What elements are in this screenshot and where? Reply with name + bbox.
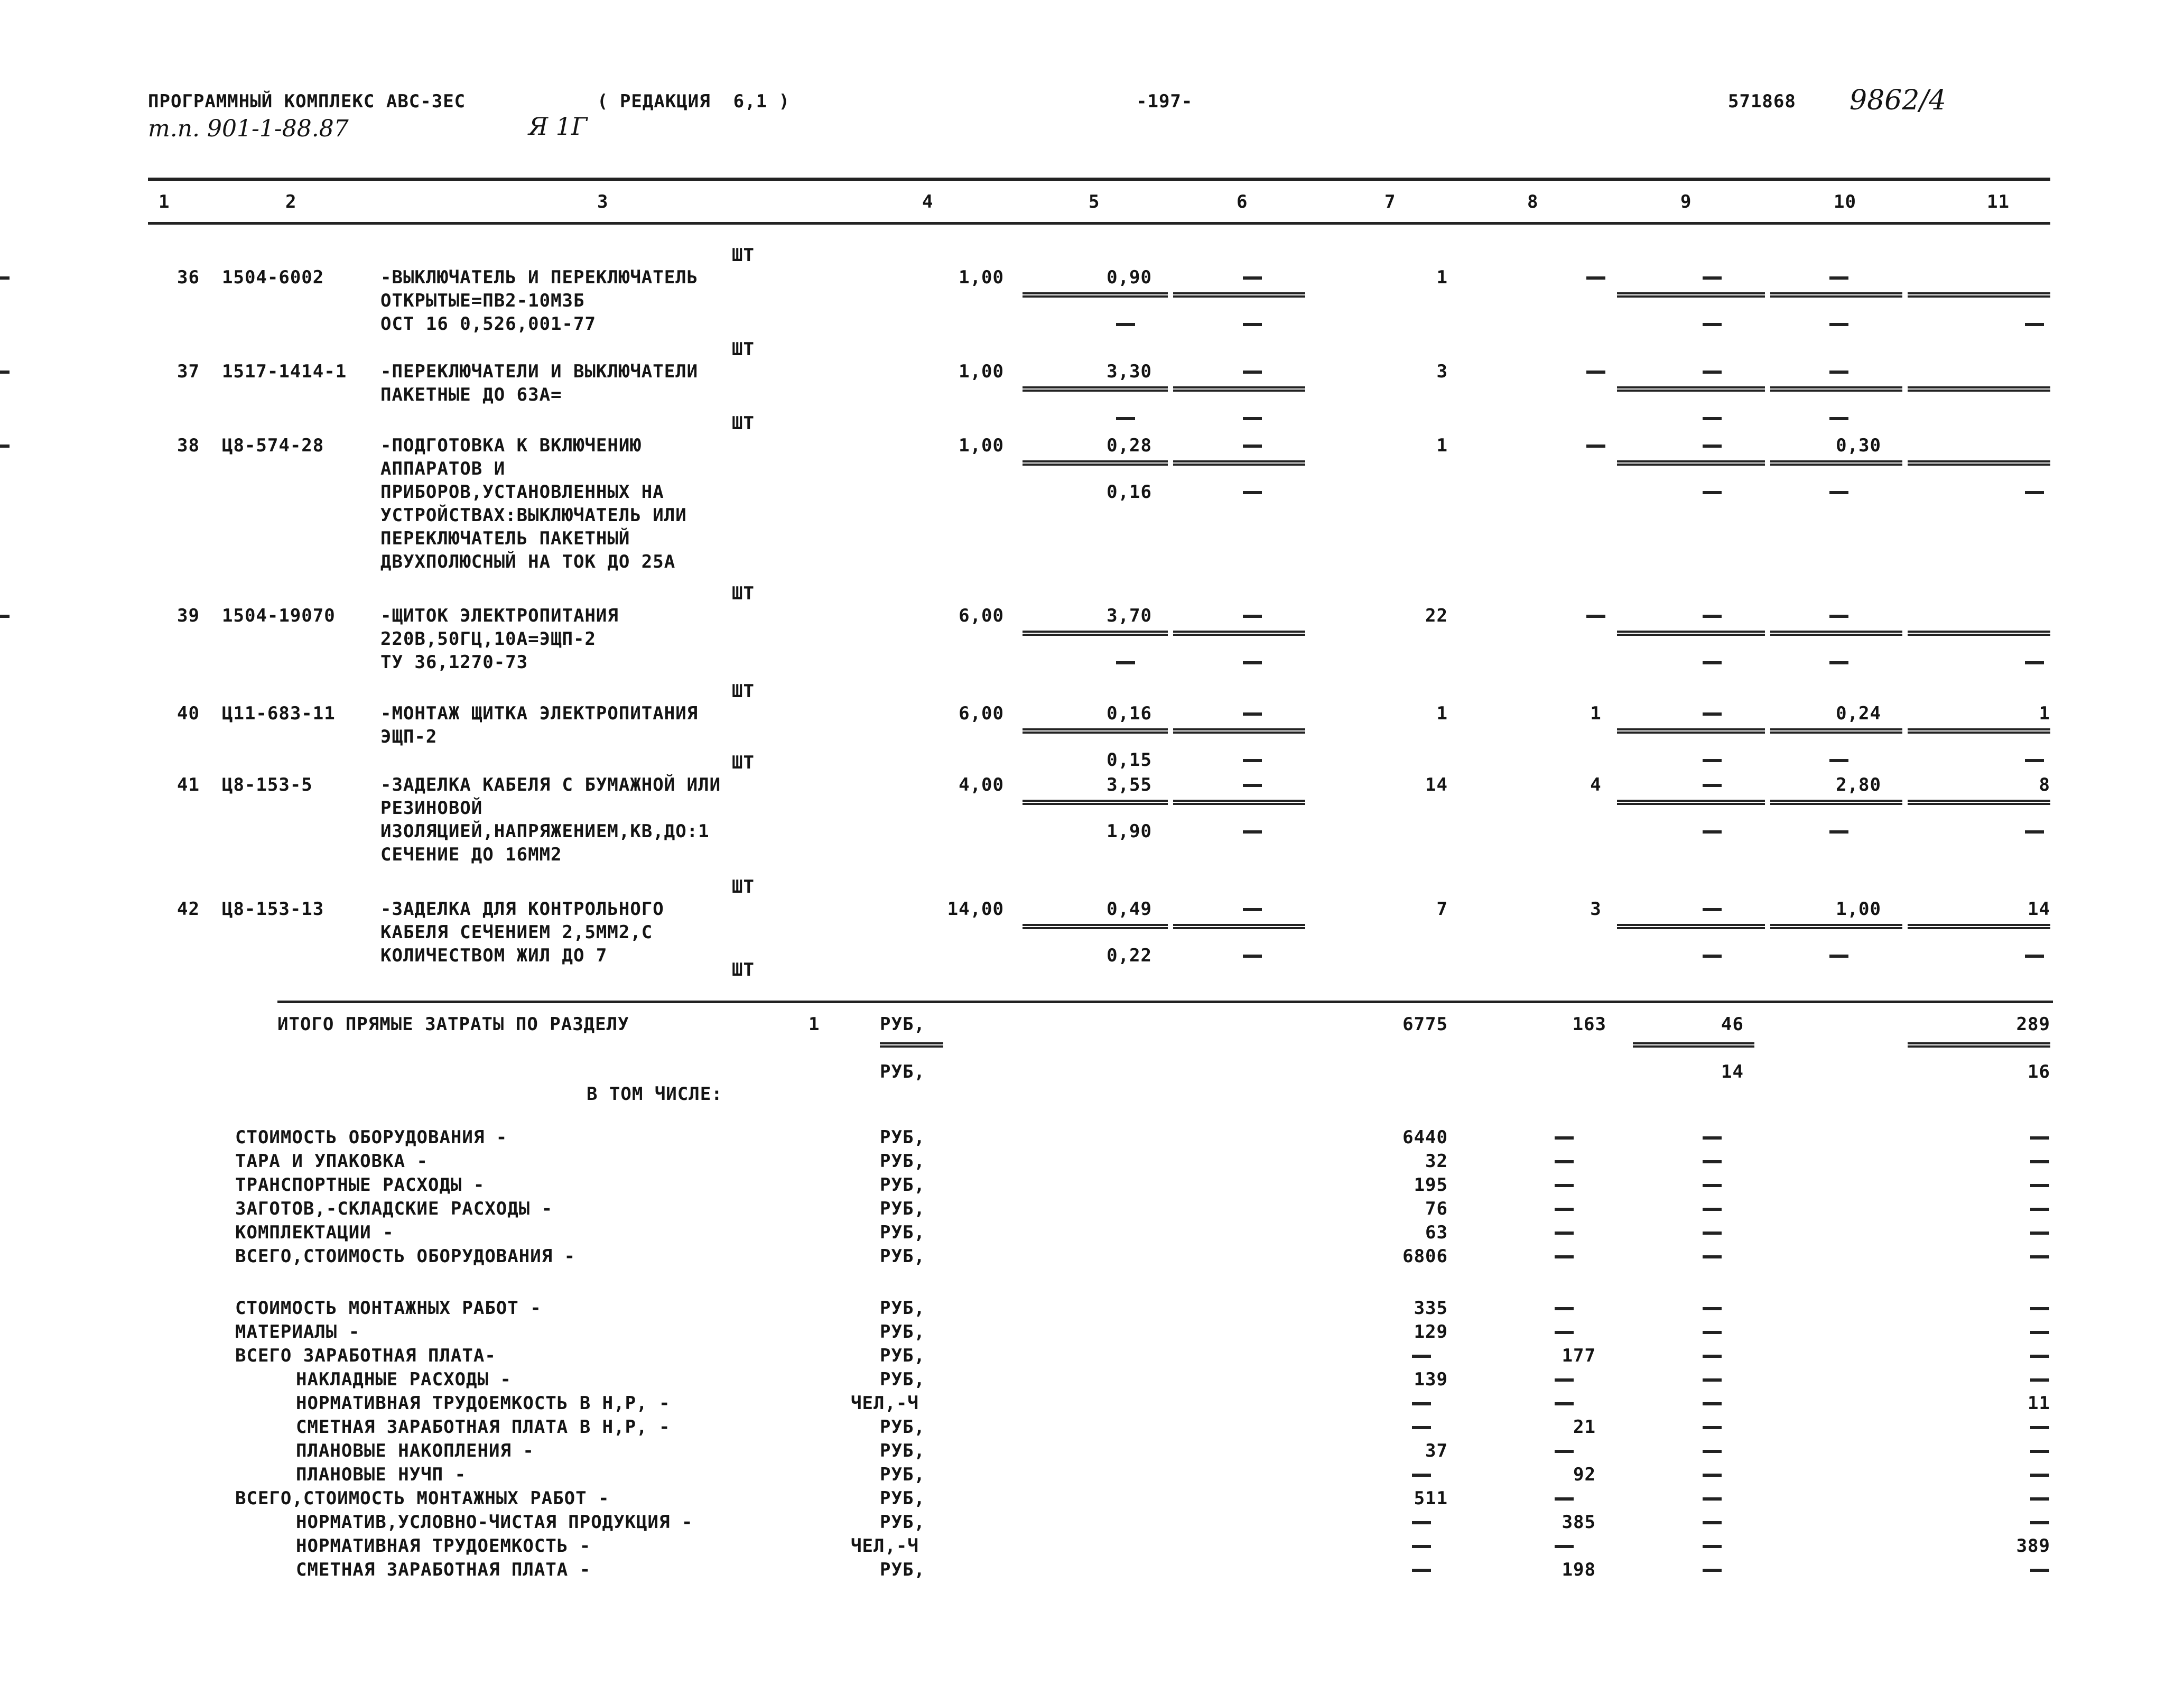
summary-label: ПЛАНОВЫЕ НАКОПЛЕНИЯ - bbox=[296, 1440, 534, 1461]
col7-value: 1 bbox=[1436, 703, 1448, 724]
summary-unit: РУБ, bbox=[880, 1246, 925, 1267]
summary-col7: 511 bbox=[1414, 1488, 1448, 1509]
including-label: В ТОМ ЧИСЛЕ: bbox=[587, 1084, 723, 1105]
summary-col8 bbox=[1555, 1232, 1574, 1235]
summary-col11 bbox=[2030, 1355, 2049, 1358]
summary-col8: 177 bbox=[1562, 1345, 1596, 1366]
total-label: ИТОГО ПРЯМЫЕ ЗАТРАТЫ ПО РАЗДЕЛУ bbox=[277, 1014, 629, 1035]
item-description-line: 220В,50ГЦ,10А=ЭЩП-2 bbox=[380, 628, 596, 650]
summary-label: ЗАГОТОВ,-СКЛАДСКИЕ РАСХОДЫ - bbox=[235, 1198, 553, 1219]
summary-label: НОРМАТИВ,УСЛОВНО-ЧИСТАЯ ПРОДУКЦИЯ - bbox=[296, 1512, 693, 1533]
col7-value: 14 bbox=[1425, 774, 1448, 795]
unit-marker: ШТ bbox=[732, 413, 755, 434]
col5-second-value: 0,15 bbox=[1107, 749, 1152, 771]
column-number-6: 6 bbox=[1237, 191, 1248, 212]
summary-label: МАТЕРИАЛЫ - bbox=[235, 1321, 360, 1343]
col9-second-value bbox=[1703, 759, 1722, 762]
item-number: 36 bbox=[177, 267, 200, 288]
col6-divider bbox=[1173, 292, 1305, 298]
summary-unit: РУБ, bbox=[880, 1127, 925, 1148]
summary-col9 bbox=[1703, 1497, 1722, 1501]
col5-divider bbox=[1023, 386, 1168, 392]
column-number-3: 3 bbox=[597, 191, 609, 212]
summary-label: СМЕТНАЯ ЗАРАБОТНАЯ ПЛАТА - bbox=[296, 1559, 591, 1580]
col11-divider bbox=[1908, 924, 2050, 929]
column-number-5: 5 bbox=[1089, 191, 1100, 212]
col9-second-value bbox=[1703, 417, 1722, 420]
summary-col8 bbox=[1555, 1545, 1574, 1548]
col10-divider bbox=[1770, 631, 1902, 636]
total-col9-divider bbox=[1633, 1042, 1754, 1048]
item-code: 1517-1414-1 bbox=[222, 361, 347, 382]
summary-col8 bbox=[1555, 1136, 1574, 1140]
col11-value bbox=[0, 371, 10, 374]
item-description-line: -ЗАДЕЛКА КАБЕЛЯ С БУМАЖНОЙ ИЛИ bbox=[380, 774, 721, 795]
item-description-line: ПРИБОРОВ,УСТАНОВЛЕННЫХ НА bbox=[380, 482, 664, 503]
item-description-line: ПАКЕТНЫЕ ДО 63А= bbox=[380, 384, 562, 405]
summary-unit: РУБ, bbox=[880, 1198, 925, 1219]
col11-value bbox=[0, 276, 10, 280]
col5-divider bbox=[1023, 292, 1168, 298]
summary-col9 bbox=[1703, 1307, 1722, 1310]
col6-divider bbox=[1173, 800, 1305, 805]
col10-value: 0,30 bbox=[1836, 435, 1881, 456]
summary-label: НАКЛАДНЫЕ РАСХОДЫ - bbox=[296, 1369, 512, 1390]
summary-col11 bbox=[2030, 1497, 2049, 1501]
summary-label: КОМПЛЕКТАЦИИ - bbox=[235, 1222, 394, 1243]
item-code: 1504-19070 bbox=[222, 605, 336, 626]
col10-divider bbox=[1770, 728, 1902, 734]
unit-marker: ШТ bbox=[732, 339, 755, 360]
item-quantity: 1,00 bbox=[959, 361, 1004, 382]
col9-divider bbox=[1617, 924, 1765, 929]
col5-second-value: 1,90 bbox=[1107, 821, 1152, 842]
summary-col11 bbox=[2030, 1160, 2049, 1163]
summary-col7: 6440 bbox=[1402, 1127, 1448, 1148]
item-number: 38 bbox=[177, 435, 200, 456]
item-code: 1504-6002 bbox=[222, 267, 324, 288]
item-quantity: 1,00 bbox=[959, 267, 1004, 288]
summary-col9 bbox=[1703, 1521, 1722, 1524]
item-quantity: 6,00 bbox=[959, 605, 1004, 626]
col11-second-value bbox=[2025, 830, 2044, 834]
summary-unit: ЧЕЛ,-Ч bbox=[851, 1535, 919, 1557]
total-section: 1 bbox=[808, 1014, 820, 1035]
col9-value bbox=[1703, 615, 1722, 618]
item-description-line: ЭЩП-2 bbox=[380, 726, 438, 747]
summary-label: НОРМАТИВНАЯ ТРУДОЕМКОСТЬ В Н,Р, - bbox=[296, 1393, 671, 1414]
summary-col7: 37 bbox=[1425, 1440, 1448, 1461]
col8-value bbox=[1586, 276, 1605, 280]
summary-unit: РУБ, bbox=[880, 1345, 925, 1366]
summary-col8 bbox=[1555, 1402, 1574, 1405]
summary-col11 bbox=[2030, 1331, 2049, 1334]
col5-second-value: 0,16 bbox=[1107, 482, 1152, 503]
summary-col7: 129 bbox=[1414, 1321, 1448, 1343]
summary-col11: 11 bbox=[2028, 1393, 2050, 1414]
col9-second-value bbox=[1703, 323, 1722, 326]
column-number-2: 2 bbox=[285, 191, 297, 212]
summary-col9 bbox=[1703, 1232, 1722, 1235]
col6-second-value bbox=[1243, 323, 1262, 326]
item-code: Ц8-153-13 bbox=[222, 899, 324, 920]
col10-second-value bbox=[1829, 830, 1848, 834]
summary-col9 bbox=[1703, 1378, 1722, 1382]
item-description-line: -ЗАДЕЛКА ДЛЯ КОНТРОЛЬНОГО bbox=[380, 899, 664, 920]
col10-value: 2,80 bbox=[1836, 774, 1881, 795]
summary-col7 bbox=[1412, 1402, 1431, 1405]
col5-value: 0,28 bbox=[1107, 435, 1152, 456]
col6-divider bbox=[1173, 386, 1305, 392]
summary-col7: 63 bbox=[1425, 1222, 1448, 1243]
item-description-line: ОТКРЫТЫЕ=ПВ2-10М3Б bbox=[380, 290, 585, 311]
item-number: 41 bbox=[177, 774, 200, 795]
col9-divider bbox=[1617, 728, 1765, 734]
summary-col7: 6806 bbox=[1402, 1246, 1448, 1267]
col5-value: 3,30 bbox=[1107, 361, 1152, 382]
summary-col7: 335 bbox=[1414, 1298, 1448, 1319]
col5-divider bbox=[1023, 924, 1168, 929]
col5-value: 3,55 bbox=[1107, 774, 1152, 795]
item-description-line: -ВЫКЛЮЧАТЕЛЬ И ПЕРЕКЛЮЧАТЕЛЬ bbox=[380, 267, 699, 288]
col10-second-value bbox=[1829, 417, 1848, 420]
summary-unit: РУБ, bbox=[880, 1464, 925, 1485]
summary-col9 bbox=[1703, 1402, 1722, 1405]
column-number-4: 4 bbox=[922, 191, 934, 212]
summary-col7 bbox=[1412, 1545, 1431, 1548]
col11-divider bbox=[1908, 386, 2050, 392]
item-description-line: КОЛИЧЕСТВОМ ЖИЛ ДО 7 bbox=[380, 945, 608, 966]
total-col7: 6775 bbox=[1402, 1014, 1448, 1035]
summary-unit: РУБ, bbox=[880, 1222, 925, 1243]
item-description-line: -ЩИТОК ЭЛЕКТРОПИТАНИЯ bbox=[380, 605, 619, 626]
col10-divider bbox=[1770, 924, 1902, 929]
item-quantity: 6,00 bbox=[959, 703, 1004, 724]
item-description-line: УСТРОЙСТВАХ:ВЫКЛЮЧАТЕЛЬ ИЛИ bbox=[380, 505, 687, 526]
column-number-7: 7 bbox=[1384, 191, 1396, 212]
item-description-line: ДВУХПОЛЮСНЫЙ НА ТОК ДО 25А bbox=[380, 551, 676, 572]
unit-marker: ШТ bbox=[732, 752, 755, 773]
summary-col8: 385 bbox=[1562, 1512, 1596, 1533]
summary-col11 bbox=[2030, 1426, 2049, 1429]
summary-unit: ЧЕЛ,-Ч bbox=[851, 1393, 919, 1414]
summary-col7: 195 bbox=[1414, 1174, 1448, 1196]
total-unit-divider bbox=[880, 1042, 943, 1048]
edition-label: ( РЕДАКЦИЯ 6,1 ) bbox=[597, 91, 790, 112]
col10-value bbox=[1829, 276, 1848, 280]
item-number: 42 bbox=[177, 899, 200, 920]
col6-second-value bbox=[1243, 759, 1262, 762]
column-number-1: 1 bbox=[159, 191, 170, 212]
summary-unit: РУБ, bbox=[880, 1321, 925, 1343]
item-description-line: СЕЧЕНИЕ ДО 16ММ2 bbox=[380, 844, 562, 865]
summary-col11 bbox=[2030, 1255, 2049, 1258]
summary-col8 bbox=[1555, 1255, 1574, 1258]
summary-col9 bbox=[1703, 1160, 1722, 1163]
summary-label: ПЛАНОВЫЕ НУЧП - bbox=[296, 1464, 467, 1485]
total-unit: РУБ, bbox=[880, 1014, 925, 1035]
total-col8: 163 bbox=[1572, 1014, 1606, 1035]
col7-value: 1 bbox=[1436, 435, 1448, 456]
item-quantity: 14,00 bbox=[947, 899, 1004, 920]
total-unit-second: РУБ, bbox=[880, 1061, 925, 1082]
summary-col11 bbox=[2030, 1307, 2049, 1310]
column-number-9: 9 bbox=[1680, 191, 1692, 212]
col10-divider bbox=[1770, 800, 1902, 805]
summary-unit: РУБ, bbox=[880, 1440, 925, 1461]
item-code: Ц8-574-28 bbox=[222, 435, 324, 456]
item-description-line: -МОНТАЖ ЩИТКА ЭЛЕКТРОПИТАНИЯ bbox=[380, 703, 699, 724]
col11-second-value bbox=[2025, 323, 2044, 326]
col10-divider bbox=[1770, 292, 1902, 298]
summary-unit: РУБ, bbox=[880, 1298, 925, 1319]
col6-second-value bbox=[1243, 830, 1262, 834]
column-number-8: 8 bbox=[1527, 191, 1539, 212]
summary-label: СТОИМОСТЬ МОНТАЖНЫХ РАБОТ - bbox=[235, 1298, 542, 1319]
summary-unit: РУБ, bbox=[880, 1512, 925, 1533]
col8-value: 4 bbox=[1590, 774, 1602, 795]
summary-unit: РУБ, bbox=[880, 1559, 925, 1580]
col11-second-value bbox=[2025, 661, 2044, 664]
col10-second-value bbox=[1829, 955, 1848, 958]
summary-unit: РУБ, bbox=[880, 1488, 925, 1509]
summary-label: ТРАНСПОРТНЫЕ РАСХОДЫ - bbox=[235, 1174, 485, 1196]
program-title: ПРОГРАММНЫЙ КОМПЛЕКС АВС-3ЕС bbox=[148, 91, 466, 112]
item-number: 37 bbox=[177, 361, 200, 382]
col10-value bbox=[1829, 615, 1848, 618]
col11-second-value bbox=[2025, 759, 2044, 762]
col11-divider bbox=[1908, 800, 2050, 805]
col6-divider bbox=[1173, 631, 1305, 636]
summary-col8: 92 bbox=[1573, 1464, 1596, 1485]
item-number: 40 bbox=[177, 703, 200, 724]
item-description-line: -ПЕРЕКЛЮЧАТЕЛИ И ВЫКЛЮЧАТЕЛИ bbox=[380, 361, 699, 382]
col6-divider bbox=[1173, 728, 1305, 734]
col8-value bbox=[1586, 371, 1605, 374]
total-col11-second: 16 bbox=[2028, 1061, 2050, 1082]
summary-col7: 32 bbox=[1425, 1151, 1448, 1172]
col9-value bbox=[1703, 276, 1722, 280]
summary-col9 bbox=[1703, 1450, 1722, 1453]
sheet-mark: Я 1Г bbox=[528, 112, 588, 141]
col6-divider bbox=[1173, 924, 1305, 929]
col10-divider bbox=[1770, 386, 1902, 392]
header-top-rule bbox=[148, 178, 2050, 181]
col8-value: 3 bbox=[1590, 899, 1602, 920]
col10-second-value bbox=[1829, 661, 1848, 664]
col11-divider bbox=[1908, 631, 2050, 636]
summary-col8 bbox=[1555, 1160, 1574, 1163]
item-description-line: ТУ 36,1270-73 bbox=[380, 652, 528, 673]
unit-marker: ШТ bbox=[732, 959, 755, 980]
unit-marker: ШТ bbox=[732, 583, 755, 604]
col10-value: 1,00 bbox=[1836, 899, 1881, 920]
totals-top-rule bbox=[277, 1001, 2053, 1003]
page-number: -197- bbox=[1136, 91, 1193, 112]
column-number-10: 10 bbox=[1834, 191, 1856, 212]
col5-divider bbox=[1023, 460, 1168, 466]
col5-value: 0,90 bbox=[1107, 267, 1152, 288]
col8-value bbox=[1586, 615, 1605, 618]
unit-marker: ШТ bbox=[732, 245, 755, 266]
col6-divider bbox=[1173, 460, 1305, 466]
summary-col11 bbox=[2030, 1232, 2049, 1235]
col8-value bbox=[1586, 445, 1605, 448]
document-code: 571868 bbox=[1728, 91, 1796, 112]
summary-col11 bbox=[2030, 1569, 2049, 1572]
col9-divider bbox=[1617, 800, 1765, 805]
summary-unit: РУБ, bbox=[880, 1416, 925, 1438]
col5-second-value bbox=[1116, 661, 1135, 664]
summary-label: ВСЕГО,СТОИМОСТЬ МОНТАЖНЫХ РАБОТ - bbox=[235, 1488, 610, 1509]
summary-col7: 76 bbox=[1425, 1198, 1448, 1219]
summary-col8 bbox=[1555, 1378, 1574, 1382]
item-description-line: -ПОДГОТОВКА К ВКЛЮЧЕНИЮ bbox=[380, 435, 642, 456]
summary-col11 bbox=[2030, 1184, 2049, 1187]
summary-col9 bbox=[1703, 1331, 1722, 1334]
item-description-line: ПЕРЕКЛЮЧАТЕЛЬ ПАКЕТНЫЙ bbox=[380, 528, 630, 549]
col5-divider bbox=[1023, 728, 1168, 734]
summary-unit: РУБ, bbox=[880, 1369, 925, 1390]
handwritten-number: 9862/4 bbox=[1850, 85, 1946, 116]
col7-value: 7 bbox=[1436, 899, 1448, 920]
col9-second-value bbox=[1703, 830, 1722, 834]
col9-divider bbox=[1617, 631, 1765, 636]
col9-divider bbox=[1617, 386, 1765, 392]
summary-col9 bbox=[1703, 1208, 1722, 1211]
col11-divider bbox=[1908, 292, 2050, 298]
col6-second-value bbox=[1243, 491, 1262, 494]
col9-second-value bbox=[1703, 491, 1722, 494]
summary-col8: 21 bbox=[1573, 1416, 1596, 1438]
col9-second-value bbox=[1703, 955, 1722, 958]
item-description-line: КАБЕЛЯ СЕЧЕНИЕМ 2,5ММ2,С bbox=[380, 922, 653, 943]
summary-unit: РУБ, bbox=[880, 1174, 925, 1196]
item-quantity: 4,00 bbox=[959, 774, 1004, 795]
summary-col9 bbox=[1703, 1355, 1722, 1358]
summary-col11 bbox=[2030, 1136, 2049, 1140]
col5-value: 0,49 bbox=[1107, 899, 1152, 920]
summary-col8 bbox=[1555, 1307, 1574, 1310]
total-col11-divider bbox=[1908, 1042, 2050, 1048]
col9-second-value bbox=[1703, 661, 1722, 664]
item-description-line: АППАРАТОВ И bbox=[380, 458, 506, 479]
project-reference: т.п. 901-1-88.87 bbox=[148, 115, 349, 142]
summary-col8 bbox=[1555, 1450, 1574, 1453]
col5-value: 0,16 bbox=[1107, 703, 1152, 724]
total-col11: 289 bbox=[2016, 1014, 2050, 1035]
item-description-line: РЕЗИНОВОЙ bbox=[380, 798, 483, 819]
item-quantity: 1,00 bbox=[959, 435, 1004, 456]
summary-col11 bbox=[2030, 1474, 2049, 1477]
summary-label: НОРМАТИВНАЯ ТРУДОЕМКОСТЬ - bbox=[296, 1535, 591, 1557]
col10-value bbox=[1829, 371, 1848, 374]
summary-col8 bbox=[1555, 1184, 1574, 1187]
summary-col9 bbox=[1703, 1474, 1722, 1477]
summary-col11 bbox=[2030, 1378, 2049, 1382]
summary-col11: 389 bbox=[2016, 1535, 2050, 1557]
col11-second-value bbox=[2025, 491, 2044, 494]
col11-value bbox=[0, 445, 10, 448]
col10-second-value bbox=[1829, 323, 1848, 326]
summary-col8 bbox=[1555, 1497, 1574, 1501]
summary-col9 bbox=[1703, 1184, 1722, 1187]
col9-value bbox=[1703, 371, 1722, 374]
summary-col9 bbox=[1703, 1255, 1722, 1258]
header-bottom-rule bbox=[148, 222, 2050, 225]
summary-label: ТАРА И УПАКОВКА - bbox=[235, 1151, 428, 1172]
item-description-line: ИЗОЛЯЦИЕЙ,НАПРЯЖЕНИЕМ,КВ,ДО:1 bbox=[380, 821, 710, 842]
summary-unit: РУБ, bbox=[880, 1151, 925, 1172]
summary-col9 bbox=[1703, 1545, 1722, 1548]
col11-value: 8 bbox=[2039, 774, 2050, 795]
col5-second-value bbox=[1116, 323, 1135, 326]
col11-value bbox=[0, 615, 10, 618]
summary-col9 bbox=[1703, 1569, 1722, 1572]
col6-second-value bbox=[1243, 661, 1262, 664]
summary-col11 bbox=[2030, 1450, 2049, 1453]
summary-col8: 198 bbox=[1562, 1559, 1596, 1580]
total-col9: 46 bbox=[1721, 1014, 1744, 1035]
col11-divider bbox=[1908, 728, 2050, 734]
summary-col9 bbox=[1703, 1426, 1722, 1429]
col6-second-value bbox=[1243, 955, 1262, 958]
col11-value: 1 bbox=[2039, 703, 2050, 724]
col10-divider bbox=[1770, 460, 1902, 466]
col8-value: 1 bbox=[1590, 703, 1602, 724]
item-code: Ц8-153-5 bbox=[222, 774, 313, 795]
col5-divider bbox=[1023, 631, 1168, 636]
col5-divider bbox=[1023, 800, 1168, 805]
summary-label: ВСЕГО,СТОИМОСТЬ ОБОРУДОВАНИЯ - bbox=[235, 1246, 576, 1267]
item-number: 39 bbox=[177, 605, 200, 626]
column-number-11: 11 bbox=[1987, 191, 2010, 212]
summary-col11 bbox=[2030, 1208, 2049, 1211]
summary-col8 bbox=[1555, 1331, 1574, 1334]
col7-value: 1 bbox=[1436, 267, 1448, 288]
summary-label: СМЕТНАЯ ЗАРАБОТНАЯ ПЛАТА В Н,Р, - bbox=[296, 1416, 671, 1438]
col11-value: 14 bbox=[2028, 899, 2050, 920]
col9-divider bbox=[1617, 292, 1765, 298]
unit-marker: ШТ bbox=[732, 681, 755, 702]
col7-value: 22 bbox=[1425, 605, 1448, 626]
col10-second-value bbox=[1829, 759, 1848, 762]
col6-second-value bbox=[1243, 417, 1262, 420]
col10-value: 0,24 bbox=[1836, 703, 1881, 724]
col7-value: 3 bbox=[1436, 361, 1448, 382]
col5-second-value: 0,22 bbox=[1107, 945, 1152, 966]
summary-col9 bbox=[1703, 1136, 1722, 1140]
total-col9-second: 14 bbox=[1721, 1061, 1744, 1082]
col10-second-value bbox=[1829, 491, 1848, 494]
col11-second-value bbox=[2025, 955, 2044, 958]
summary-label: ВСЕГО ЗАРАБОТНАЯ ПЛАТА- bbox=[235, 1345, 496, 1366]
col5-value: 3,70 bbox=[1107, 605, 1152, 626]
summary-col11 bbox=[2030, 1521, 2049, 1524]
item-code: Ц11-683-11 bbox=[222, 703, 336, 724]
summary-col8 bbox=[1555, 1208, 1574, 1211]
col5-second-value bbox=[1116, 417, 1135, 420]
col9-divider bbox=[1617, 460, 1765, 466]
unit-marker: ШТ bbox=[732, 876, 755, 897]
summary-col7: 139 bbox=[1414, 1369, 1448, 1390]
item-description-line: ОСТ 16 0,526,001-77 bbox=[380, 313, 596, 335]
summary-label: СТОИМОСТЬ ОБОРУДОВАНИЯ - bbox=[235, 1127, 508, 1148]
col11-divider bbox=[1908, 460, 2050, 466]
